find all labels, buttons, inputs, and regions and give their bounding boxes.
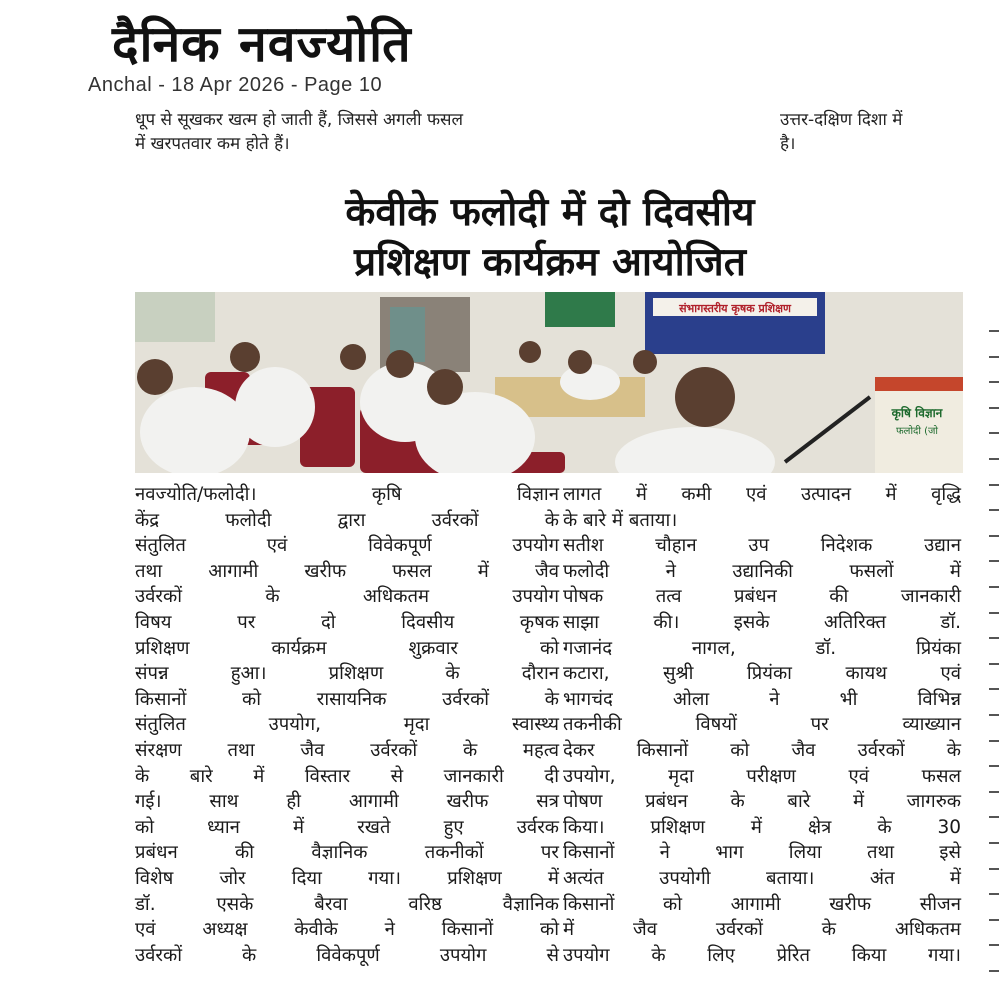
text-line: एवं अध्यक्ष केवीके ने किसानों को (135, 919, 559, 941)
text-line: उत्तर-दक्षिण दिशा में (780, 110, 903, 130)
text-line: तथा आगामी खरीफ फसल में जैव (135, 560, 559, 582)
text-line: संतुलित उपयोग, मृदा स्वास्थ्य (135, 714, 559, 736)
cut-text-mark (989, 663, 999, 665)
text-line: उपयोग, मृदा परीक्षण एवं फसल (563, 765, 961, 787)
text-line: प्रशिक्षण कार्यक्रम शुक्रवार को (135, 637, 559, 659)
cut-text-mark (989, 791, 999, 793)
cut-text-mark (989, 381, 999, 383)
text-line: देकर किसानों को जैव उर्वरकों के (563, 739, 961, 761)
text-line: किया। प्रशिक्षण में क्षेत्र के 30 (563, 816, 961, 838)
cut-text-mark (989, 714, 999, 716)
text-line: गई। साथ ही आगामी खरीफ सत्र (135, 791, 559, 813)
text-line: के बारे में बताया। (563, 509, 678, 531)
text-line: लागत में कमी एवं उत्पादन में वृद्धि (563, 484, 961, 505)
headline-line: प्रशिक्षण कार्यक्रम आयोजित (354, 240, 746, 285)
cut-text-mark (989, 919, 999, 921)
text-line: किसानों को आगामी खरीफ सीजन (563, 893, 961, 915)
text-line: साझा की। इसके अतिरिक्त डॉ. (563, 611, 961, 633)
text-line: विशेष जोर दिया गया। प्रशिक्षण में (135, 867, 559, 889)
article-body-left-column (135, 482, 559, 968)
article-headline (130, 188, 970, 288)
cut-text-mark (989, 970, 999, 972)
text-line: उपयोग के लिए प्रेरित किया गया। (563, 944, 961, 966)
text-line: में जैव उर्वरकों के अधिकतम (563, 919, 961, 941)
cut-text-mark (989, 356, 999, 358)
text-line: पोषण प्रबंधन के बारे में जागरुक (563, 791, 961, 813)
cut-text-mark (989, 765, 999, 767)
cut-text-mark (989, 484, 999, 486)
text-line: किसानों को रासायनिक उर्वरकों के (135, 688, 559, 710)
cut-text-mark (989, 944, 999, 946)
text-line: फलोदी ने उद्यानिकी फसलों में (563, 560, 961, 582)
text-line: डॉ. एसके बैरवा वरिष्ठ वैज्ञानिक (135, 893, 559, 915)
text-line: कटारा, सुश्री प्रियंका कायथ एवं (563, 663, 961, 685)
cut-text-mark (989, 816, 999, 818)
article-body-right-column (563, 482, 961, 968)
text-line: पोषक तत्व प्रबंधन की जानकारी (563, 586, 961, 608)
cut-text-mark (989, 330, 999, 332)
text-line: उर्वरकों के अधिकतम उपयोग (135, 586, 559, 608)
cut-text-mark (989, 612, 999, 614)
cut-text-mark (989, 688, 999, 690)
cut-text-mark (989, 407, 999, 409)
sign-text: कृषि विज्ञान (891, 406, 943, 420)
text-line: किसानों ने भाग लिया तथा इसे (563, 842, 961, 864)
text-line: है। (780, 134, 796, 154)
cut-text-mark (989, 560, 999, 562)
text-line: गजानंद नागल, डॉ. प्रियंका (563, 637, 961, 659)
headline-line: केवीके फलोदी में दो दिवसीय (345, 190, 755, 235)
text-line: संरक्षण तथा जैव उर्वरकों के महत्व (135, 739, 559, 761)
text-line: प्रबंधन की वैज्ञानिक तकनीकों पर (135, 842, 559, 864)
cut-text-mark (989, 432, 999, 434)
newspaper-masthead: दैनिक नवज्योति (112, 15, 412, 73)
cut-text-mark (989, 586, 999, 588)
text-line: नवज्योति/फलोदी। कृषि विज्ञान (135, 484, 559, 505)
article-photo (135, 292, 963, 473)
edition-line: Anchal - 18 Apr 2026 - Page 10 (88, 74, 383, 96)
text-line: तकनीकी विषयों पर व्याख्यान (563, 714, 961, 736)
text-line: को ध्यान में रखते हुए उर्वरक (135, 816, 559, 838)
cut-text-mark (989, 842, 999, 844)
text-line: केंद्र फलोदी द्वारा उर्वरकों के (135, 509, 559, 531)
text-line: में खरपतवार कम होते हैं। (135, 134, 290, 154)
cut-text-mark (989, 637, 999, 639)
text-line: धूप से सूखकर खत्म हो जाती हैं, जिससे अगली फसल (135, 110, 464, 130)
text-line: के बारे में विस्तार से जानकारी दी (135, 765, 559, 787)
cut-text-mark (989, 509, 999, 511)
text-line: संपन्न हुआ। प्रशिक्षण के दौरान (135, 663, 559, 685)
previous-article-left (135, 108, 745, 156)
text-line: विषय पर दो दिवसीय कृषक (135, 611, 559, 633)
text-line: उर्वरकों के विवेकपूर्ण उपयोग से (135, 944, 559, 966)
cut-text-mark (989, 868, 999, 870)
cut-text-mark (989, 893, 999, 895)
training-session-photo (135, 292, 963, 473)
sign-subtext: फलोदी (जो (895, 426, 939, 437)
text-line: सतीश चौहान उप निदेशक उद्यान (563, 535, 961, 557)
cut-text-mark (989, 740, 999, 742)
banner-text: संभागस्तरीय कृषक प्रशिक्षण (679, 302, 791, 315)
text-line: संतुलित एवं विवेकपूर्ण उपयोग (135, 535, 559, 557)
adjacent-column-edge (985, 330, 1000, 990)
cut-text-mark (989, 458, 999, 460)
text-line: भागचंद ओला ने भी विभिन्न (563, 688, 961, 710)
text-line: अत्यंत उपयोगी बताया। अंत में (563, 867, 961, 889)
previous-article-right (780, 108, 1000, 156)
cut-text-mark (989, 535, 999, 537)
